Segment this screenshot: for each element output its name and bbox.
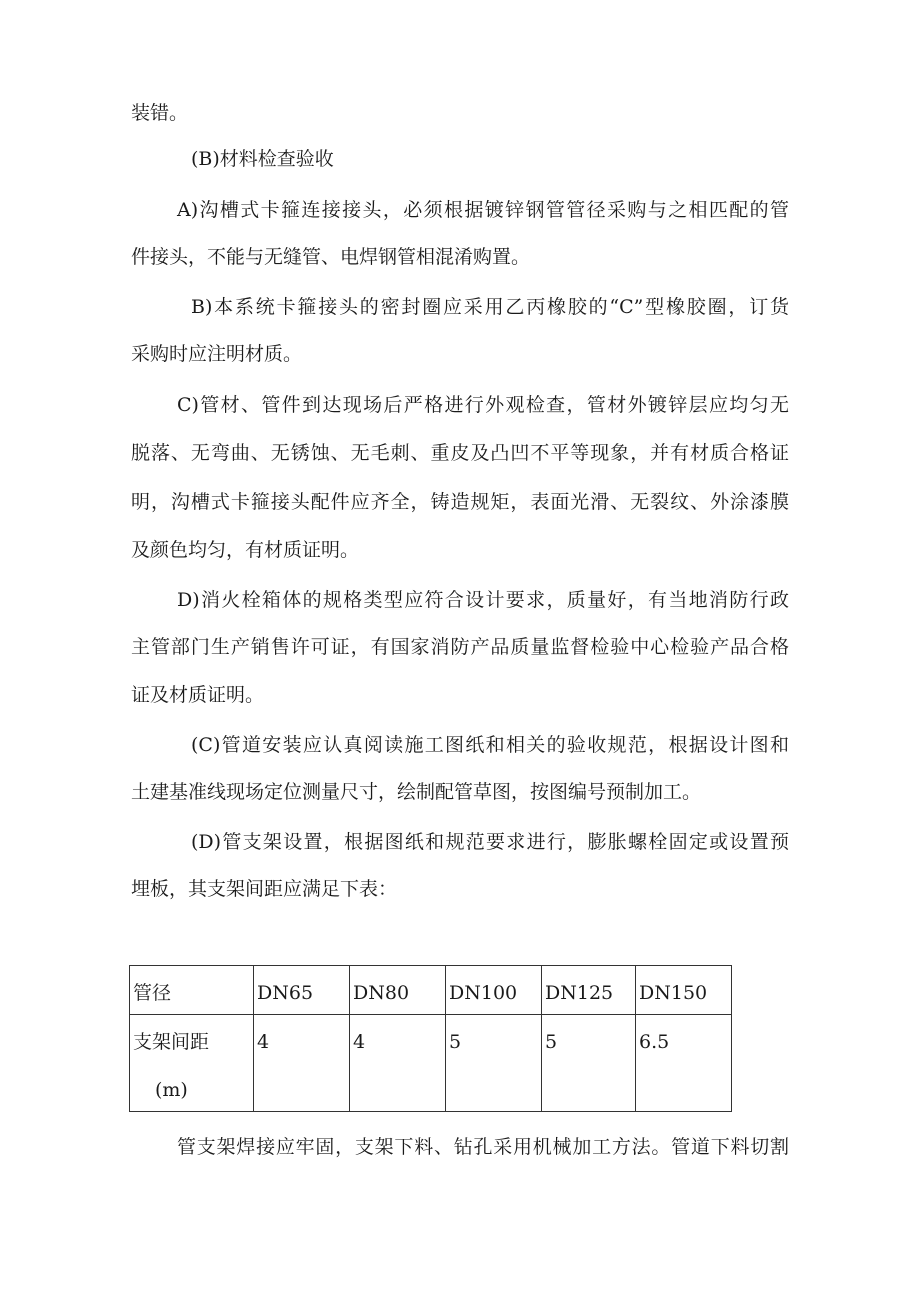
table-row-unit: (m) [155, 1079, 188, 1101]
table-cell-spacing: 4 [254, 1015, 350, 1112]
table-cell-size: DN100 [446, 966, 542, 1015]
paragraph-line: 及颜色均匀，有材质证明。 [131, 539, 360, 561]
paragraph-line: 管支架焊接应牢固，支架下料、钻孔采用机械加工方法。管道下料切割 [177, 1136, 789, 1158]
paragraph-line: (D)管支架设置，根据图纸和规范要求进行，膨胀螺栓固定或设置预 [191, 831, 789, 853]
section-heading-b: (B)材料检查验收 [191, 148, 334, 170]
paragraph-line: B)本系统卡箍接头的密封圈应采用乙丙橡胶的“C”型橡胶圈，订货 [191, 296, 789, 318]
table-cell-size: DN150 [636, 966, 732, 1015]
table-cell-spacing: 5 [542, 1015, 636, 1112]
paragraph-line: C)管材、管件到达现场后严格进行外观检查，管材外镀锌层应均匀无 [177, 394, 789, 416]
paragraph-line: 主管部门生产销售许可证，有国家消防产品质量监督检验中心检验产品合格 [131, 636, 789, 658]
table-cell-size: DN125 [542, 966, 636, 1015]
table-row-label: 支架间距 [133, 1031, 210, 1053]
table-cell-spacing: 4 [350, 1015, 446, 1112]
table-cell-size: DN65 [254, 966, 350, 1015]
paragraph-line: (C)管道安装应认真阅读施工图纸和相关的验收规范，根据设计图和 [191, 734, 789, 756]
paragraph-line: 件接头，不能与无缝管、电焊钢管相混淆购置。 [131, 246, 531, 268]
table-row [130, 1015, 732, 1112]
table-row-label-cell [130, 1015, 254, 1112]
paragraph-line: A)沟槽式卡箍连接接头，必须根据镀锌钢管管径采购与之相匹配的管 [177, 199, 789, 221]
table-header-row [130, 966, 732, 1015]
table-cell-size: DN80 [350, 966, 446, 1015]
paragraph-line: 脱落、无弯曲、无锈蚀、无毛刺、重皮及凸凹不平等现象，并有材质合格证 [131, 442, 789, 464]
support-spacing-table [129, 965, 732, 1112]
paragraph-line: 采购时应注明材质。 [131, 343, 303, 365]
paragraph-line: 土建基准线现场定位测量尺寸，绘制配管草图，按图编号预制加工。 [131, 781, 702, 803]
table-cell-spacing: 6.5 [636, 1015, 732, 1112]
table-cell-spacing: 5 [446, 1015, 542, 1112]
paragraph-line: 埋板，其支架间距应满足下表： [131, 878, 398, 900]
paragraph-line: 证及材质证明。 [131, 684, 265, 706]
table-header-label: 管径 [130, 966, 254, 1015]
paragraph-line: D)消火栓箱体的规格类型应符合设计要求，质量好，有当地消防行政 [177, 589, 789, 611]
paragraph-line: 装错。 [131, 102, 189, 124]
paragraph-line: 明，沟槽式卡箍接头配件应齐全，铸造规矩，表面光滑、无裂纹、外涂漆膜 [131, 491, 789, 513]
